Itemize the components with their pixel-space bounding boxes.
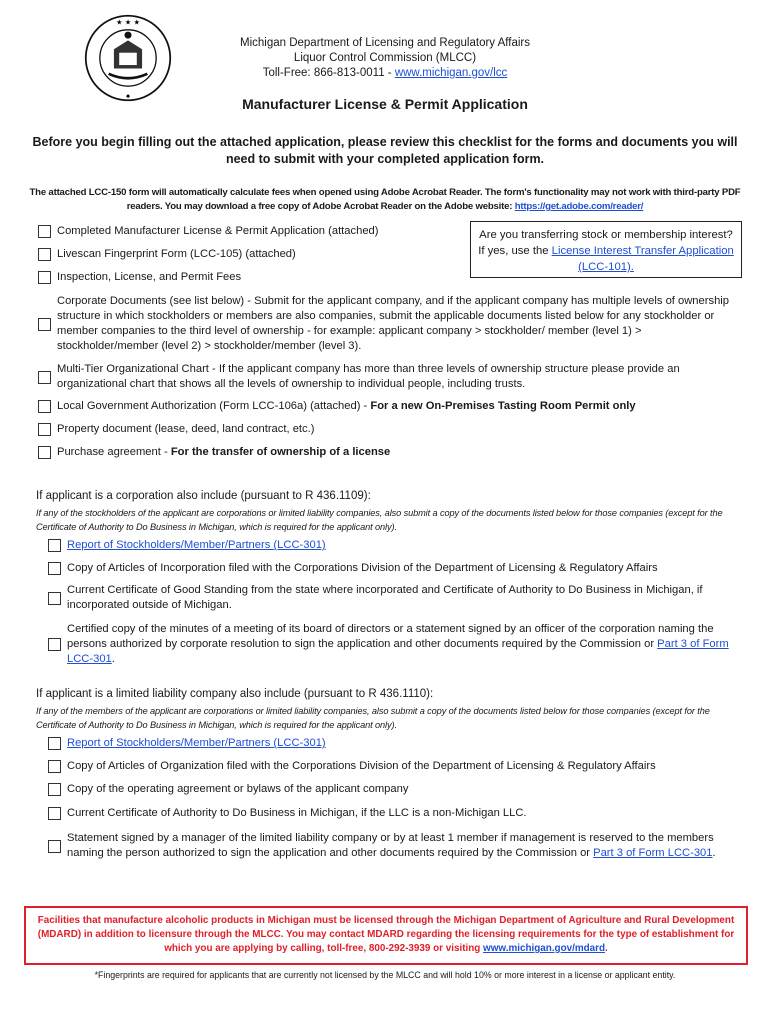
checkbox[interactable] [48, 592, 61, 605]
item-label: Completed Manufacturer License & Permit Application (attached) [57, 225, 379, 237]
intro-text: Before you begin filling out the attached application, please review this checklist for the forms and documents you will need to submit with your completed application form. [32, 135, 738, 166]
llc-item-statement [48, 831, 744, 861]
agency-header [200, 36, 570, 81]
item-end: . [712, 847, 716, 859]
llc-subtext: If any of the members of the applicant are corporations or limited liability companies, also submit a copy of the documents listed below for those companies (except for the Certificate of Authority to Do Business in Michigan, which is required for the applicant only). [36, 706, 710, 730]
item-label: Property document (lease, deed, land contract, etc.) [57, 423, 315, 435]
checkbox[interactable] [38, 446, 51, 459]
item-label: Copy of Articles of Incorporation filed with the Corporations Division of the Department of Licensing & Regulatory Affairs [67, 562, 658, 574]
corporation-heading: If applicant is a corporation also include (pursuant to R 436.1109): [36, 490, 371, 502]
checkbox[interactable] [48, 737, 61, 750]
corp-item-minutes [48, 622, 744, 667]
checkbox[interactable] [48, 760, 61, 773]
llc-heading: If applicant is a limited liability company also include (pursuant to R 436.1110): [36, 688, 434, 700]
llc-item-articles [48, 759, 744, 774]
checklist-item-application [38, 224, 466, 239]
agency-name: Michigan Department of Licensing and Regulatory Affairs [239, 37, 530, 49]
item-label: Multi-Tier Organizational Chart - If the applicant company has more than three levels of ownership structure please provide an organizational chart that shows all the levels of ownership to individual people, including trusts. [57, 363, 680, 390]
checklist-item-property [38, 422, 744, 437]
checkbox[interactable] [48, 539, 61, 552]
transfer-callout-text: Are you transferring stock or membership interest? If yes, use the [478, 229, 733, 257]
lcc-301-link[interactable]: Report of Stockholders/Member/Partners (LCC-301) [67, 539, 326, 551]
checkbox[interactable] [48, 840, 61, 853]
transfer-callout-box [470, 221, 742, 278]
corp-item-articles [48, 561, 744, 576]
warning-text: Facilities that manufacture alcoholic products in Michigan must be licensed through the Michigan Department of Agriculture and Rural Development (MDARD) in addition to licensure through the MLCC. You may contact MDARD regarding the licensing requirements for the type of establishment for which you are applying by calling, toll-free, 800-292-3939 or visiting [37, 915, 735, 954]
checklist-item-corporate-docs [38, 294, 744, 354]
checklist-item-purchase [38, 445, 744, 460]
part3-lcc-301-link[interactable]: Part 3 of Form LCC-301 [593, 847, 713, 859]
lcc-website-link[interactable]: www.michigan.gov/lcc [394, 67, 508, 79]
corp-item-stockholders [48, 538, 744, 553]
checkbox[interactable] [38, 225, 51, 238]
item-text: Local Government Authorization (Form LCC-106a) (attached) - [57, 400, 371, 412]
checkbox[interactable] [38, 371, 51, 384]
corporation-subtext: If any of the stockholders of the applicant are corporations or limited liability companies, also submit a copy of the documents listed below for those companies (except for the Certificate of Authority to Do Business in Michigan, which is required for the applicant only). [36, 508, 723, 532]
item-text: Statement signed by a manager of the limited liability company or by at least 1 member if management is reserved to the members naming the person authorized to sign the application and other documents required by the Commission or [67, 832, 714, 859]
item-end: . [111, 653, 115, 665]
adobe-reader-link[interactable]: https://get.adobe.com/reader/ [514, 201, 644, 212]
item-label: Copy of the operating agreement or bylaws of the applicant company [67, 783, 409, 795]
warning-end: . [605, 943, 608, 954]
checkbox[interactable] [48, 562, 61, 575]
item-label [67, 831, 744, 861]
item-emphasis: For the transfer of ownership of a license [170, 446, 391, 458]
checkbox[interactable] [38, 318, 51, 331]
item-label: Inspection, License, and Permit Fees [57, 271, 242, 283]
contact-line [200, 66, 570, 81]
mlcc-seal-logo [84, 14, 172, 102]
checklist-item-fingerprint [38, 247, 466, 262]
llc-item-stockholders [48, 736, 744, 751]
tollfree-number: Toll-Free: 866-813-0011 - [262, 67, 395, 79]
svg-text:★ ★ ★: ★ ★ ★ [116, 17, 140, 27]
item-label: Current Certificate of Good Standing from the state where incorporated and Certificate of Authority to Do Business in Michigan, if incorporated outside of Michigan. [67, 584, 703, 611]
corp-item-good-standing [48, 583, 744, 613]
item-label: Copy of Articles of Organization filed with the Corporations Division of the Department of Licensing & Regulatory Affairs [67, 760, 656, 772]
page-title: Manufacturer License & Permit Application [242, 96, 528, 112]
checkbox[interactable] [38, 248, 51, 261]
item-text: Purchase agreement - [57, 446, 171, 458]
adobe-note-text: The attached LCC-150 form will automatically calculate fees when opened using Adobe Acrobat Reader. The form's functionality may not work with third-party PDF readers. You may download a free copy of Adobe Acrobat Reader on the Adobe website: [29, 187, 741, 212]
checklist-item-org-chart [38, 362, 744, 392]
checkbox[interactable] [38, 423, 51, 436]
item-text: Certified copy of the minutes of a meeting of its board of directors or a statement signed by an officer of the corporation naming the persons authorized by corporate resolution to sign the application and other documents required by the Commission or [67, 623, 714, 650]
fingerprint-footnote: *Fingerprints are required for applicants that are currently not licensed by the MLCC and will hold 10% or more interest in a license or applicant entity. [94, 970, 676, 980]
mdard-link[interactable]: www.michigan.gov/mdard [483, 943, 606, 954]
item-label: Current Certificate of Authority to Do Business in Michigan, if the LLC is a non-Michigan LLC. [67, 807, 527, 819]
checkbox[interactable] [38, 400, 51, 413]
adobe-note [22, 186, 748, 214]
item-emphasis: For a new On-Premises Tasting Room Permit only [370, 400, 636, 412]
llc-item-operating-agreement [48, 782, 744, 797]
item-label [57, 445, 744, 460]
item-label [57, 399, 744, 414]
item-label: Livescan Fingerprint Form (LCC-105) (attached) [57, 248, 296, 260]
checkbox[interactable] [48, 638, 61, 651]
lcc-301-link[interactable]: Report of Stockholders/Member/Partners (LCC-301) [67, 737, 326, 749]
llc-item-authority [48, 806, 744, 821]
item-label: Corporate Documents (see list below) - Submit for the applicant company, and if the applicant company has multiple levels of ownership structure in which stockholders or members are also companies, submit the applicable documents listed below for any stockholder or member companies to the third level of ownership - for example: applicant company > stockholder/ member (level 1) > stockholder/member (level 2) > stockholder/member (level 3). [57, 295, 729, 352]
mdard-warning-box [24, 906, 748, 965]
commission-name: Liquor Control Commission (MLCC) [293, 52, 477, 64]
interest-transfer-link[interactable]: License Interest Transfer Application (LCC-101). [551, 245, 734, 273]
checklist-item-local-gov [38, 399, 744, 414]
checkbox[interactable] [48, 783, 61, 796]
svg-text:◆: ◆ [125, 93, 131, 100]
item-label [67, 622, 744, 667]
part3-lcc-301-link[interactable]: Part 3 of Form LCC-301 [67, 638, 729, 665]
checklist-item-fees [38, 270, 466, 285]
checkbox[interactable] [48, 807, 61, 820]
checkbox[interactable] [38, 271, 51, 284]
